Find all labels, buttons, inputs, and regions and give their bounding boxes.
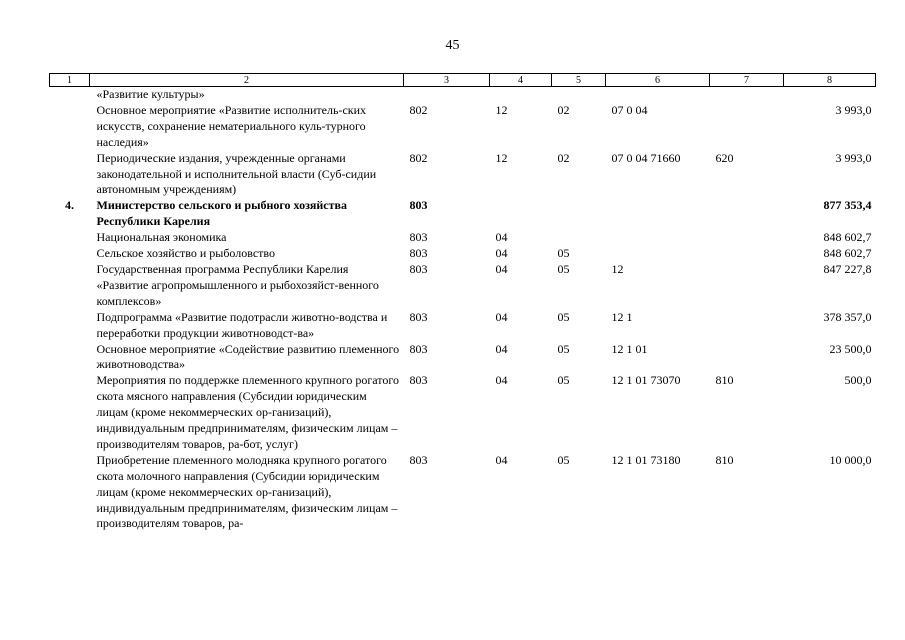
- cell-target-article: [606, 198, 710, 230]
- cell-expense-type: [710, 342, 784, 374]
- row-name: Основное мероприятие «Содействие развитию племенного животноводства»: [96, 341, 400, 372]
- cell-amount: 378 357,0: [823, 309, 872, 324]
- cell-amount: 3 993,0: [835, 102, 872, 117]
- cell-expense-type: [710, 246, 784, 262]
- column-header: 5: [552, 74, 606, 87]
- column-header: 8: [784, 74, 876, 87]
- cell-section: [490, 87, 552, 103]
- cell-amount: [784, 87, 876, 103]
- column-header: 2: [90, 74, 404, 87]
- cell-chapter: 803: [409, 230, 428, 245]
- cell-target-article: 12 1 01: [611, 341, 648, 356]
- cell-subsection: [552, 230, 606, 246]
- cell-section: 04: [495, 452, 508, 467]
- cell-amount: 877 353,4: [823, 198, 872, 213]
- row-name: Приобретение племенного молодняка крупного рогатого скота молочного направления (Субсидии юридическим лицам (кроме некоммерческих ор-ганизаций), индивидуальным предпринимателям, физическим лицам – производителям товаров, ра-: [96, 452, 398, 531]
- cell-expense-type: [710, 310, 784, 342]
- cell-subsection: 05: [557, 246, 570, 261]
- cell-subsection: 05: [557, 309, 570, 324]
- row-name: Основное мероприятие «Развитие исполнитель-ских искусств, сохранение нематериального куль-турного наследия»: [96, 102, 367, 149]
- table-row: [50, 151, 876, 199]
- cell-amount: 848 602,7: [823, 246, 872, 261]
- row-name: «Развитие культуры»: [96, 87, 205, 101]
- cell-expense-type: [710, 87, 784, 103]
- row-name: Государственная программа Республики Карелия «Развитие агропромышленного и рыбохозяйст-венного комплексов»: [96, 261, 379, 308]
- cell-expense-type: [710, 103, 784, 151]
- table-row: [50, 198, 876, 230]
- cell-target-article: 12: [611, 261, 624, 276]
- table-row: [50, 373, 876, 453]
- cell-target-article: 07 0 04 71660: [611, 150, 681, 165]
- cell-expense-type: 810: [715, 452, 734, 467]
- cell-chapter: 803: [409, 261, 428, 276]
- table-row: [50, 246, 876, 262]
- row-index: 4.: [65, 198, 74, 213]
- cell-amount: 3 993,0: [835, 150, 872, 165]
- table-row: [50, 87, 876, 103]
- table-header-row: [50, 74, 876, 87]
- cell-chapter: 803: [409, 452, 428, 467]
- cell-expense-type: [710, 198, 784, 230]
- cell-amount: 23 500,0: [829, 341, 872, 356]
- cell-section: 04: [495, 261, 508, 276]
- table-row: [50, 230, 876, 246]
- cell-chapter: 803: [409, 341, 428, 356]
- row-name: Национальная экономика: [96, 230, 227, 245]
- cell-subsection: 05: [557, 341, 570, 356]
- row-index: [50, 87, 90, 103]
- cell-section: 04: [495, 246, 508, 261]
- cell-subsection: 05: [557, 452, 570, 467]
- cell-section: 04: [495, 230, 508, 245]
- row-index: [50, 453, 90, 533]
- row-index: [50, 246, 90, 262]
- cell-chapter: 802: [409, 150, 428, 165]
- table-row: [50, 310, 876, 342]
- cell-expense-type: 620: [715, 150, 734, 165]
- cell-target-article: [606, 230, 710, 246]
- cell-expense-type: [710, 230, 784, 246]
- cell-chapter: 803: [409, 246, 428, 261]
- row-index: [50, 230, 90, 246]
- row-index: [50, 103, 90, 151]
- table-row: [50, 103, 876, 151]
- cell-chapter: [404, 87, 490, 103]
- row-name: Мероприятия по поддержке племенного крупного рогатого скота мясного направления (Субсидии юридическим лицам (кроме некоммерческих ор-ганизаций), индивидуальным предпринимателям, физическим лицам – производителям товаров, ра-бот, услуг): [96, 373, 399, 451]
- column-header: 1: [50, 74, 90, 87]
- cell-expense-type: 810: [715, 373, 734, 388]
- cell-section: [490, 198, 552, 230]
- cell-expense-type: [710, 262, 784, 310]
- cell-chapter: 803: [409, 373, 428, 388]
- cell-subsection: 02: [557, 150, 570, 165]
- page-number: 45: [445, 38, 460, 53]
- cell-subsection: [552, 87, 606, 103]
- cell-amount: 848 602,7: [823, 230, 872, 245]
- budget-table: [49, 73, 876, 532]
- row-index: [50, 342, 90, 374]
- cell-amount: 10 000,0: [829, 452, 872, 467]
- column-header: 3: [404, 74, 490, 87]
- column-header: 7: [710, 74, 784, 87]
- cell-chapter: 803: [409, 309, 428, 324]
- row-name: Подпрограмма «Развитие подотрасли животно-водства и переработки продукции животноводст-ва»: [96, 309, 388, 340]
- row-index: [50, 310, 90, 342]
- row-index: [50, 373, 90, 453]
- table-row: [50, 453, 876, 533]
- cell-target-article: [606, 87, 710, 103]
- cell-target-article: [606, 246, 710, 262]
- row-index: [50, 262, 90, 310]
- cell-subsection: 05: [557, 261, 570, 276]
- cell-subsection: 05: [557, 373, 570, 388]
- column-header: 6: [606, 74, 710, 87]
- table-row: [50, 342, 876, 374]
- row-name: Сельское хозяйство и рыболовство: [96, 246, 276, 261]
- row-name: Министерство сельского и рыбного хозяйства Республики Карелия: [96, 198, 348, 229]
- cell-target-article: 12 1 01 73070: [611, 373, 681, 388]
- cell-subsection: [552, 198, 606, 230]
- cell-section: 04: [495, 341, 508, 356]
- cell-section: 12: [495, 102, 508, 117]
- cell-chapter: 803: [409, 198, 428, 213]
- cell-target-article: 12 1 01 73180: [611, 452, 681, 467]
- cell-target-article: 07 0 04: [611, 102, 648, 117]
- column-header: 4: [490, 74, 552, 87]
- cell-amount: 847 227,8: [823, 261, 872, 276]
- cell-section: 04: [495, 373, 508, 388]
- row-name: Периодические издания, учрежденные органами законодательной и исполнительной власти (Суб-сидии автономным учреждениям): [96, 150, 377, 197]
- cell-amount: 500,0: [844, 373, 872, 388]
- table-row: [50, 262, 876, 310]
- cell-subsection: 02: [557, 102, 570, 117]
- cell-section: 04: [495, 309, 508, 324]
- cell-chapter: 802: [409, 102, 428, 117]
- cell-section: 12: [495, 150, 508, 165]
- row-index: [50, 151, 90, 199]
- cell-target-article: 12 1: [611, 309, 633, 324]
